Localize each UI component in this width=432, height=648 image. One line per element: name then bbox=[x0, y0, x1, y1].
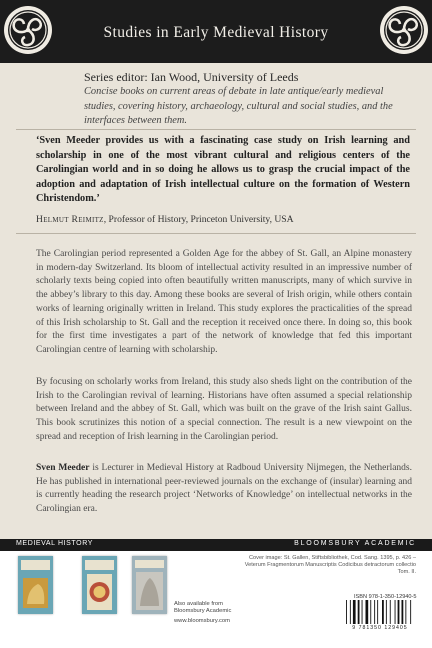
author-bio bbox=[36, 462, 412, 517]
book-thumbnail[interactable] bbox=[18, 556, 53, 614]
isbn: ISBN 978-1-350-12940-5 bbox=[354, 594, 417, 600]
endorsement-quote: ‘Sven Meeder provides us with a fascinating case study on Irish learning and scholarship in one of the most vibrant cultural and religious centers of the Carolingian world and in so doing he allows us to grasp the crucial impact of the adoption and adaptation of Irish intellectual culture on the formation of Western Christendom.’ bbox=[36, 135, 410, 205]
blurb-paragraph-2: By focusing on scholarly works from Ireland, this study also sheds light on the contribution of the Irish to the Carolingian revival of learning. Historians have often assumed a special relationship between Ireland and the abbey of St. Gall, which was built on the grave of the Irish saint Gallus. This book scrutinizes this notion of a special connection. The result is a new viewpoint on the spread and reception of Irish learning in the Carolingian period. bbox=[36, 377, 412, 442]
divider bbox=[16, 233, 416, 234]
barcode-number: 9 781350 129405 bbox=[352, 625, 408, 631]
celtic-triskele-right-icon bbox=[378, 4, 430, 56]
book-thumbnail[interactable] bbox=[82, 556, 117, 614]
blurb-paragraph-1: The Carolingian period represented a Golden Age for the abbey of St. Gall, an Alpine monastery in modern-day Switzerland. Its bloom of intellectual activity resulted in an impressive number of scholarly texts being copied into often beautifully written manuscripts, many of which survive in the abbey’s library to this day. Among these books are several of Irish origin, while others contain works of learning originally written in Ireland. This study explores the practicalities of the spread of this Irish scholarship to St. Gall and the reception it received once there. In doing so, this book for the first time investigates a part of the network of knowledge that fed this important Carolingian centre of learning with scholarship. bbox=[36, 249, 412, 355]
celtic-triskele-left-icon bbox=[2, 4, 54, 56]
footer-bar bbox=[0, 539, 432, 551]
divider bbox=[16, 129, 416, 130]
endorsement-attribution bbox=[36, 214, 294, 225]
publisher-website[interactable]: www.bloomsbury.com bbox=[174, 618, 230, 624]
series-header-band bbox=[0, 0, 432, 63]
author-name: Sven Meeder bbox=[36, 463, 90, 473]
author-bio-text: is Lecturer in Medieval History at Radboud University Nijmegen, the Netherlands. He has published in international peer-reviewed journals on the exchange of (insular) learning and is currently heading the research project ‘Networks of Knowledge’ on intellectual networks in the Carolingian era. bbox=[36, 463, 412, 515]
also-available-note: Also available from Bloomsbury Academic bbox=[174, 601, 232, 614]
book-thumbnail[interactable] bbox=[132, 556, 167, 614]
endorser-affiliation: , Professor of History, Princeton University, USA bbox=[103, 214, 294, 225]
series-title: Studies in Early Medieval History bbox=[103, 24, 329, 41]
series-description: Concise books on current areas of debate in late antique/early medieval studies, covering history, archaeology, cultural and social studies, and the interfaces between them. bbox=[84, 86, 393, 126]
endorser-name: Helmut Reimitz bbox=[36, 214, 104, 225]
category-label: MEDIEVAL HISTORY bbox=[16, 540, 94, 547]
publisher-label: BLOOMSBURY ACADEMIC bbox=[294, 540, 416, 547]
series-editor: Series editor: Ian Wood, University of Leeds bbox=[84, 70, 299, 84]
barcode bbox=[344, 600, 416, 624]
cover-image-credit: Cover image: St. Gallen, Stiftsbibliothek, Cod. Sang. 1395, p. 426 – Veterum Fragmentorum Manuscriptis Codicibus detractorum collectio Tom. II. bbox=[244, 555, 416, 576]
